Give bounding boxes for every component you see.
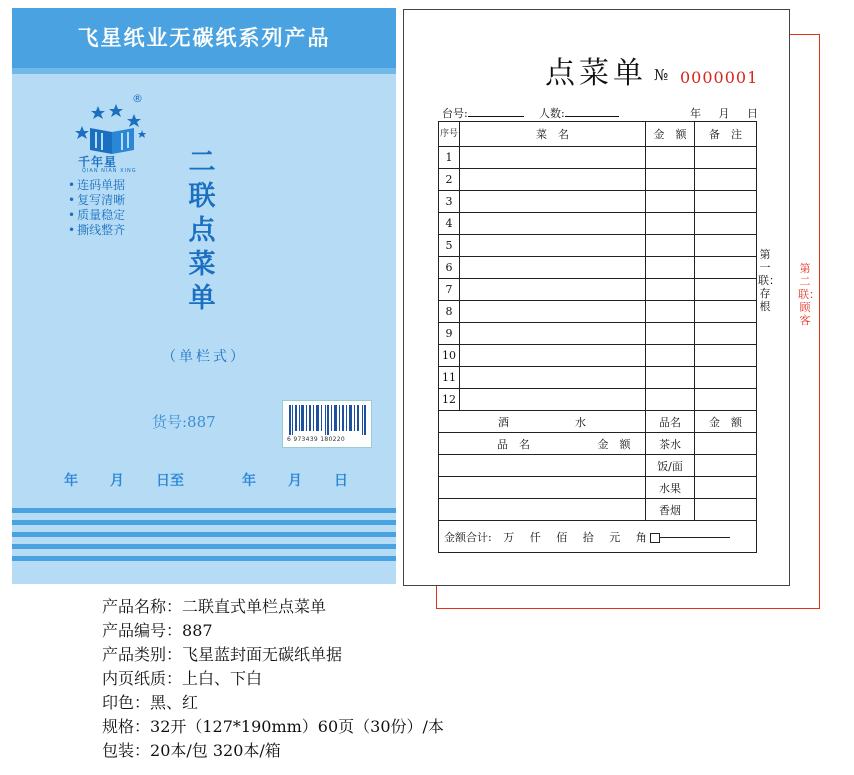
note-cell[interactable]: [695, 213, 757, 235]
row-index: 6: [439, 257, 460, 279]
total-unit: 佰: [556, 530, 568, 544]
note-cell[interactable]: [695, 279, 757, 301]
dish-row: [439, 257, 757, 279]
drinks-item-label: 品名: [646, 411, 695, 433]
dish-cell[interactable]: [460, 235, 646, 257]
drinks-row: [439, 477, 757, 499]
feature-item: • 连码单据: [68, 178, 125, 193]
row-index: 10: [439, 345, 460, 367]
feature-list: [68, 178, 125, 238]
info-people-label: [539, 105, 619, 121]
amount-cell[interactable]: [646, 323, 695, 345]
note-cell[interactable]: [695, 389, 757, 411]
row-index: 1: [439, 147, 460, 169]
barcode-bars-icon: [289, 405, 367, 435]
form-title: 点菜单: [545, 56, 647, 91]
cover-stripe: [12, 556, 396, 561]
dish-row: [439, 367, 757, 389]
total-line[interactable]: [660, 537, 730, 538]
date-day: 日: [747, 107, 758, 120]
amount-cell[interactable]: [646, 235, 695, 257]
header-note: 备 注: [695, 122, 757, 147]
date-day-to: 日至: [156, 473, 184, 489]
amount-cell[interactable]: [646, 191, 695, 213]
drinks-header-row: [439, 411, 757, 433]
dish-cell[interactable]: [460, 323, 646, 345]
cover-vertical-title: [182, 146, 222, 316]
drinks-category: 茶水: [646, 433, 695, 455]
row-index: 12: [439, 389, 460, 411]
total-row: [439, 521, 757, 553]
barcode-number: 6 973439 180220: [287, 436, 345, 443]
info-date: [690, 105, 758, 121]
cover-stripe: [12, 508, 396, 513]
dish-row: [439, 279, 757, 301]
spec-value: 32开（127*190mm）60页（30份）/本: [150, 717, 444, 736]
drinks-row: [439, 499, 757, 521]
note-cell[interactable]: [695, 367, 757, 389]
drinks-category: 饭/面: [646, 455, 695, 477]
spec-value: 887: [182, 621, 213, 640]
dish-cell[interactable]: [460, 367, 646, 389]
drinks-amount-label: 金 额: [695, 411, 757, 433]
note-cell[interactable]: [695, 323, 757, 345]
cover-stripe: [12, 544, 396, 549]
row-index: 5: [439, 235, 460, 257]
drinks-category-amount[interactable]: [695, 433, 757, 455]
row-index: 2: [439, 169, 460, 191]
date-year-to: 年: [242, 473, 256, 489]
amount-cell[interactable]: [646, 367, 695, 389]
order-form-table: [438, 121, 757, 553]
second-copy-label: 第二联：顾客: [798, 262, 820, 327]
total-cell: [439, 521, 757, 553]
header-amount: 金 额: [646, 122, 695, 147]
spec-label: 规格：: [102, 717, 151, 736]
dish-cell[interactable]: [460, 147, 646, 169]
date-year-from: 年: [64, 473, 78, 489]
spec-label: 产品类别：: [102, 645, 183, 664]
dish-row: [439, 301, 757, 323]
note-cell[interactable]: [695, 191, 757, 213]
product-specs: [102, 595, 444, 763]
date-day-end: 日: [334, 473, 348, 489]
note-cell[interactable]: [695, 257, 757, 279]
total-unit: 角: [635, 530, 647, 544]
title-char: 点: [188, 215, 216, 246]
drinks-blank-cell[interactable]: [439, 477, 646, 499]
amount-cell[interactable]: [646, 169, 695, 191]
dish-row: [439, 213, 757, 235]
spec-line: [102, 691, 444, 715]
row-index: 4: [439, 213, 460, 235]
date-month-from: 月: [110, 473, 124, 489]
table-no-label: 台号:: [442, 107, 468, 120]
logo-subtitle: QIAN NIAN XING: [82, 168, 137, 174]
drinks-section-label: 酒 水: [439, 411, 646, 433]
row-index: 9: [439, 323, 460, 345]
row-index: 11: [439, 367, 460, 389]
drinks-category: 水果: [646, 477, 695, 499]
dish-row: [439, 345, 757, 367]
drinks-row: [439, 433, 757, 455]
total-unit: 万: [503, 530, 515, 544]
dish-row: [439, 169, 757, 191]
spec-label: 包装：: [102, 741, 151, 760]
drinks-sub-header: [439, 433, 646, 455]
dish-cell[interactable]: [460, 301, 646, 323]
spec-line: [102, 619, 444, 643]
note-cell[interactable]: [695, 345, 757, 367]
spec-line: [102, 667, 444, 691]
dish-cell[interactable]: [460, 191, 646, 213]
dish-cell[interactable]: [460, 389, 646, 411]
date-year: 年: [690, 107, 701, 120]
spec-value: 二联直式单栏点菜单: [182, 597, 327, 616]
date-month-to: 月: [288, 473, 302, 489]
total-checkbox[interactable]: [650, 533, 660, 543]
drinks-blank-cell[interactable]: [439, 455, 646, 477]
feature-item: • 复写清晰: [68, 193, 125, 208]
spec-value: 20本/包 320本/箱: [150, 741, 281, 760]
spec-label: 印色：: [102, 693, 151, 712]
spec-label: 产品名称：: [102, 597, 183, 616]
cover-stripe: [12, 520, 396, 525]
note-cell[interactable]: [695, 147, 757, 169]
drinks-category-amount[interactable]: [695, 477, 757, 499]
amount-cell[interactable]: [646, 389, 695, 411]
dish-cell[interactable]: [460, 257, 646, 279]
drinks-row: [439, 455, 757, 477]
feature-item: • 质量稳定: [68, 208, 125, 223]
drinks-category: 香烟: [646, 499, 695, 521]
feature-item: • 撕线整齐: [68, 223, 125, 238]
title-char: 联: [188, 181, 216, 212]
dish-row: [439, 389, 757, 411]
row-index: 3: [439, 191, 460, 213]
people-label: 人数:: [539, 107, 565, 120]
dish-row: [439, 147, 757, 169]
dish-cell[interactable]: [460, 279, 646, 301]
amount-cell[interactable]: [646, 147, 695, 169]
header-dish: 菜 名: [460, 122, 646, 147]
header-index: 序号: [439, 122, 460, 147]
serial-number: 0000001: [680, 68, 759, 87]
dish-cell[interactable]: [460, 213, 646, 235]
dish-row: [439, 323, 757, 345]
date-range-row: [12, 470, 396, 490]
note-cell[interactable]: [695, 169, 757, 191]
spec-line: [102, 595, 444, 619]
amount-cell[interactable]: [646, 279, 695, 301]
first-copy-label: 第一联：存根: [758, 248, 780, 313]
logo-name: 千年星: [78, 155, 118, 169]
note-cell[interactable]: [695, 301, 757, 323]
drinks-blank-cell[interactable]: [439, 499, 646, 521]
registered-mark: ®: [132, 92, 143, 105]
spec-value: 上白、下白: [182, 669, 263, 688]
drinks-sub-amount: 金 额: [597, 437, 631, 451]
spec-value: 黑、红: [150, 693, 199, 712]
serial-number-label: №: [654, 66, 669, 84]
drinks-sub-name: 品 名: [497, 437, 530, 451]
dish-row: [439, 235, 757, 257]
product-cover: [12, 8, 396, 584]
amount-cell[interactable]: [646, 301, 695, 323]
table-header-row: [439, 122, 757, 147]
goods-number: 货号:887: [152, 413, 216, 431]
amount-cell[interactable]: [646, 213, 695, 235]
title-char: 菜: [188, 249, 216, 280]
table-no-line: [468, 107, 524, 117]
title-char: 二: [188, 147, 216, 178]
total-unit: 拾: [582, 530, 594, 544]
dish-cell[interactable]: [460, 345, 646, 367]
total-label: 金额合计:: [444, 530, 492, 544]
spec-line: [102, 739, 444, 763]
amount-cell[interactable]: [646, 257, 695, 279]
barcode: [282, 400, 372, 448]
spec-value: 飞星蓝封面无碳纸单据: [182, 645, 343, 664]
drinks-category-amount[interactable]: [695, 499, 757, 521]
brand-band: 飞星纸业无碳纸系列产品: [12, 8, 396, 68]
spec-label: 产品编号：: [102, 621, 183, 640]
cover-stripe: [12, 532, 396, 537]
band-divider: [12, 68, 396, 74]
title-char: 单: [188, 283, 216, 314]
spec-label: 内页纸质：: [102, 669, 183, 688]
amount-cell[interactable]: [646, 345, 695, 367]
people-line: [565, 107, 619, 117]
total-unit: 元: [609, 530, 621, 544]
note-cell[interactable]: [695, 235, 757, 257]
row-index: 8: [439, 301, 460, 323]
date-month: 月: [718, 107, 730, 120]
spec-line: [102, 643, 444, 667]
dish-row: [439, 191, 757, 213]
row-index: 7: [439, 279, 460, 301]
spec-line: [102, 715, 444, 739]
dish-cell[interactable]: [460, 169, 646, 191]
total-unit: 仟: [529, 530, 541, 544]
style-note: （单栏式）: [162, 349, 247, 365]
drinks-category-amount[interactable]: [695, 455, 757, 477]
info-table-label: [442, 105, 524, 121]
